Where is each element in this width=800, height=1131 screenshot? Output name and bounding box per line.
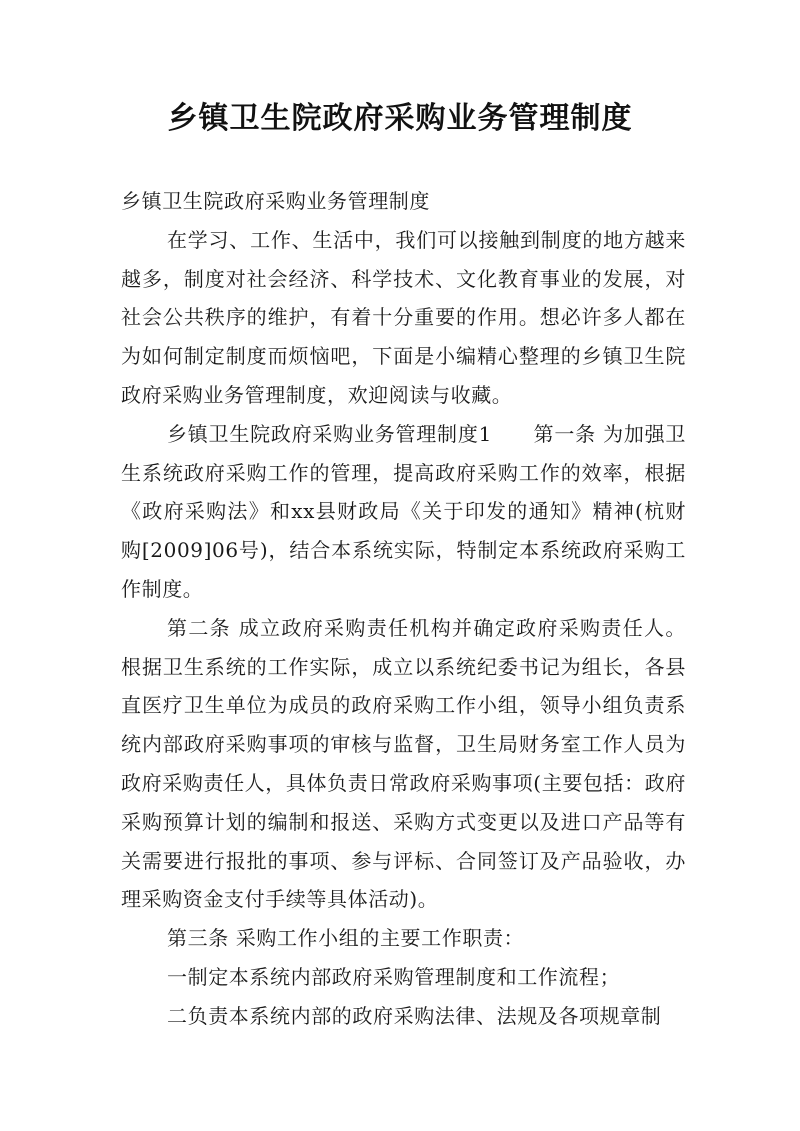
body-paragraph-item-1: 一制定本系统内部政府采购管理制度和工作流程； <box>167 964 621 989</box>
body-paragraph-article-2: 第二条 成立政府采购责任机构并确定政府采购责任人。根据卫生系统的工作实际，成立以系统纪委书记为组长，各县直医疗卫生单位为成员的政府采购工作小组，领导小组负责系统内部政府采购事项的审核与监督，卫生局财务室工作人员为政府采购责任人，具体负责日常政府采购事项(主要包括：政府采购预算计划的编制和报送、采购方式变更以及进口产品等有关需要进行报批的事项、参与评标、合同签订及产品验收，办理采购资金支付手续等具体活动)。 <box>121 615 686 912</box>
body-subtitle: 乡镇卫生院政府采购业务管理制度 <box>121 189 430 213</box>
document-body <box>121 182 686 1036</box>
body-paragraph-intro: 在学习、工作、生活中，我们可以接触到制度的地方越来越多，制度对社会经济、科学技术、文化教育事业的发展，对社会公共秩序的维护，有着十分重要的作用。想必许多人都在为如何制定制度而烦恼吧，下面是小编精心整理的乡镇卫生院政府采购业务管理制度，欢迎阅读与收藏。 <box>121 227 686 407</box>
body-paragraph-item-2: 二负责本系统内部的政府采购法律、法规及各项规章制 <box>167 1003 662 1028</box>
body-paragraph-article-1: 乡镇卫生院政府采购业务管理制度1 第一条 为加强卫生系统政府采购工作的管理，提高政府采购工作的效率，根据《政府采购法》和xx县财政局《关于印发的通知》精神(杭财购[2009]06号)，结合本系统实际，特制定本系统政府采购工作制度。 <box>121 421 686 601</box>
document-title: 乡镇卫生院政府采购业务管理制度 <box>167 101 633 136</box>
body-paragraph-article-3: 第三条 采购工作小组的主要工作职责： <box>167 926 525 951</box>
